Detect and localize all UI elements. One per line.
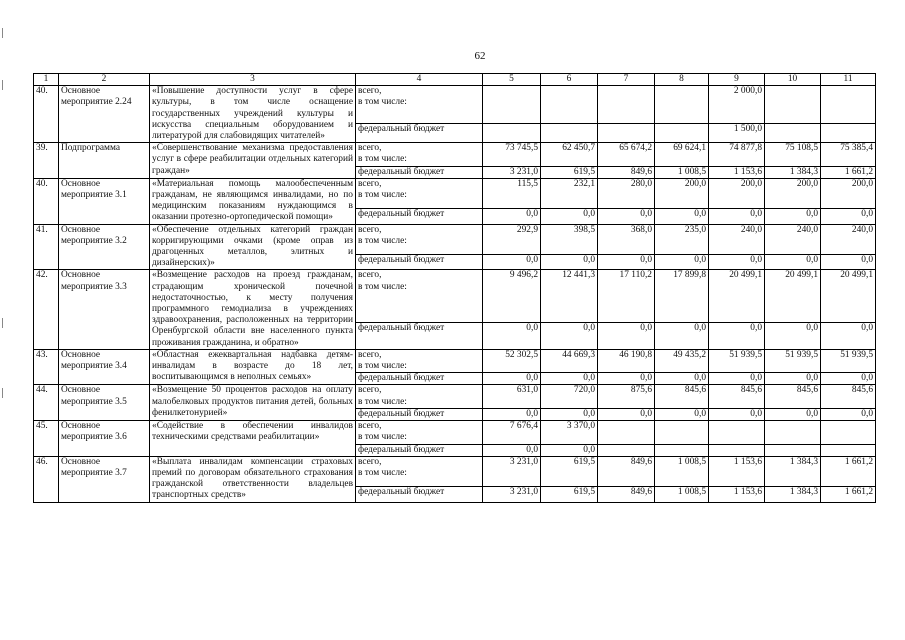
header-cell: 8 (655, 74, 709, 86)
total-value: 292,9 (483, 224, 541, 254)
row-type: Основное мероприятие 3.2 (59, 224, 150, 270)
federal-value: 0,0 (765, 208, 821, 224)
federal-value (483, 123, 541, 143)
source-including-label: в том числе: (358, 396, 407, 407)
row-type: Основное мероприятие 2.24 (59, 86, 150, 143)
table-row (34, 143, 876, 166)
federal-value: 0,0 (655, 208, 709, 224)
total-value: 69 624,1 (655, 143, 709, 166)
federal-value: 0,0 (821, 208, 876, 224)
federal-value: 0,0 (765, 322, 821, 349)
row-name: «Областная ежеквартальная надбавка детям-инвалидам в возрасте до 18 лет, воспитывающимся в неполных семьях» (150, 349, 356, 385)
total-value: 65 674,2 (598, 143, 655, 166)
total-value: 9 496,2 (483, 270, 541, 322)
federal-value: 0,0 (598, 208, 655, 224)
federal-value: 0,0 (598, 408, 655, 420)
federal-value: 0,0 (655, 408, 709, 420)
total-value: 619,5 (541, 456, 598, 486)
total-value: 235,0 (655, 224, 709, 254)
total-value: 200,0 (655, 178, 709, 208)
source-federal-label: федеральный бюджет (356, 208, 483, 224)
row-number: 41. (34, 224, 59, 270)
total-value: 115,5 (483, 178, 541, 208)
federal-value: 0,0 (541, 322, 598, 349)
total-value (541, 86, 598, 123)
source-federal-label: федеральный бюджет (356, 373, 483, 385)
federal-value: 1 153,6 (709, 166, 765, 178)
source-federal-label: федеральный бюджет (356, 166, 483, 178)
federal-value: 0,0 (821, 322, 876, 349)
federal-value: 0,0 (821, 408, 876, 420)
source-total-cell (356, 143, 483, 166)
federal-value: 0,0 (598, 254, 655, 270)
total-value: 73 745,5 (483, 143, 541, 166)
federal-value (541, 123, 598, 143)
total-value: 46 190,8 (598, 349, 655, 372)
total-value: 875,6 (598, 385, 655, 408)
row-number: 46. (34, 456, 59, 502)
total-value (765, 86, 821, 123)
federal-value: 0,0 (598, 373, 655, 385)
federal-value: 0,0 (483, 322, 541, 349)
federal-value: 1 153,6 (709, 486, 765, 502)
federal-value: 0,0 (821, 373, 876, 385)
row-type: Основное мероприятие 3.3 (59, 270, 150, 349)
total-value: 17 110,2 (598, 270, 655, 322)
total-value: 44 669,3 (541, 349, 598, 372)
total-value: 51 939,5 (709, 349, 765, 372)
total-value (709, 421, 765, 444)
row-type: Основное мероприятие 3.5 (59, 385, 150, 421)
source-including-label: в том числе: (358, 432, 407, 443)
page-number: 62 (474, 50, 486, 62)
total-value (765, 421, 821, 444)
table-row (34, 385, 876, 408)
federal-value (765, 444, 821, 456)
federal-value: 0,0 (598, 322, 655, 349)
total-value: 232,1 (541, 178, 598, 208)
source-total-label: всего, (358, 385, 382, 396)
federal-value: 0,0 (541, 373, 598, 385)
federal-value (598, 123, 655, 143)
source-total-label: всего, (358, 421, 382, 432)
source-including-label: в том числе: (358, 154, 407, 165)
federal-value: 0,0 (821, 254, 876, 270)
row-number: 43. (34, 349, 59, 385)
header-row (34, 74, 876, 86)
total-value: 20 499,1 (765, 270, 821, 322)
source-total-cell (356, 178, 483, 208)
header-cell: 5 (483, 74, 541, 86)
source-total-cell (356, 349, 483, 372)
source-total-label: всего, (358, 349, 382, 360)
federal-value: 0,0 (709, 408, 765, 420)
total-value: 3 231,0 (483, 456, 541, 486)
federal-value: 0,0 (765, 408, 821, 420)
total-value: 200,0 (709, 178, 765, 208)
total-value: 1 153,6 (709, 456, 765, 486)
table-row (34, 456, 876, 486)
row-number: 44. (34, 385, 59, 421)
total-value: 51 939,5 (821, 349, 876, 372)
federal-value: 0,0 (655, 373, 709, 385)
row-number: 40. (34, 178, 59, 224)
row-type: Основное мероприятие 3.1 (59, 178, 150, 224)
header-cell: 10 (765, 74, 821, 86)
total-value: 845,6 (709, 385, 765, 408)
row-name: «Содействие в обеспечении инвалидов техническими средствами реабилитации» (150, 421, 356, 457)
federal-value: 0,0 (655, 322, 709, 349)
total-value: 7 676,4 (483, 421, 541, 444)
source-total-label: всего, (358, 270, 382, 281)
row-name: «Выплата инвалидам компенсации страховых премий по договорам обязательного страхования гражданской ответственности владельцев транспортных средств» (150, 456, 356, 502)
federal-value: 3 231,0 (483, 486, 541, 502)
total-value: 52 302,5 (483, 349, 541, 372)
total-value: 845,6 (821, 385, 876, 408)
federal-value: 619,5 (541, 486, 598, 502)
source-total-label: всего, (358, 86, 382, 97)
scan-edge-mark (2, 388, 3, 398)
total-value: 62 450,7 (541, 143, 598, 166)
total-value: 51 939,5 (765, 349, 821, 372)
total-value: 74 877,8 (709, 143, 765, 166)
source-federal-label: федеральный бюджет (356, 123, 483, 143)
total-value (598, 86, 655, 123)
total-value: 240,0 (765, 224, 821, 254)
federal-value (655, 444, 709, 456)
table-row (34, 421, 876, 444)
federal-value: 0,0 (483, 208, 541, 224)
total-value: 849,6 (598, 456, 655, 486)
total-value: 3 370,0 (541, 421, 598, 444)
scan-edge-mark (2, 318, 3, 328)
source-total-label: всего, (358, 178, 382, 189)
source-including-label: в том числе: (358, 235, 407, 246)
total-value (598, 421, 655, 444)
header-cell: 9 (709, 74, 765, 86)
table-row (34, 349, 876, 372)
total-value: 1 008,5 (655, 456, 709, 486)
source-federal-label: федеральный бюджет (356, 486, 483, 502)
federal-value: 0,0 (709, 373, 765, 385)
source-including-label: в том числе: (358, 97, 407, 108)
source-total-cell (356, 224, 483, 254)
federal-value: 0,0 (709, 208, 765, 224)
source-total-cell (356, 270, 483, 322)
row-type: Основное мероприятие 3.7 (59, 456, 150, 502)
row-name: «Совершенствование механизма предоставления услуг в сфере реабилитации отдельных категорий граждан» (150, 143, 356, 179)
table-row (34, 178, 876, 208)
total-value (655, 421, 709, 444)
source-federal-label: федеральный бюджет (356, 322, 483, 349)
total-value: 1 661,2 (821, 456, 876, 486)
total-value: 240,0 (821, 224, 876, 254)
federal-value (821, 444, 876, 456)
source-including-label: в том числе: (358, 467, 407, 478)
total-value: 631,0 (483, 385, 541, 408)
federal-value: 0,0 (765, 254, 821, 270)
header-cell: 2 (59, 74, 150, 86)
total-value: 240,0 (709, 224, 765, 254)
source-total-cell (356, 86, 483, 123)
federal-value: 0,0 (541, 208, 598, 224)
federal-value: 1 008,5 (655, 166, 709, 178)
total-value: 75 385,4 (821, 143, 876, 166)
total-value: 2 000,0 (709, 86, 765, 123)
total-value: 280,0 (598, 178, 655, 208)
total-value: 75 108,5 (765, 143, 821, 166)
source-federal-label: федеральный бюджет (356, 444, 483, 456)
source-total-cell (356, 456, 483, 486)
row-number: 42. (34, 270, 59, 349)
source-federal-label: федеральный бюджет (356, 408, 483, 420)
table-row (34, 224, 876, 254)
header-cell: 1 (34, 74, 59, 86)
source-including-label: в том числе: (358, 190, 407, 201)
source-including-label: в том числе: (358, 281, 407, 292)
row-name: «Повышение доступности услуг в сфере культуры, в том числе оснащение государственных учреждений культуры и искусства специальным оборудованием и литературой для слабовидящих читателей» (150, 86, 356, 143)
row-name: «Обеспечение отдельных категорий граждан корригирующими очками (кроме оправ из драгоценных металлов, элитных и дизайнерских)» (150, 224, 356, 270)
total-value: 20 499,1 (709, 270, 765, 322)
federal-value: 0,0 (483, 408, 541, 420)
federal-value: 849,6 (598, 486, 655, 502)
federal-value (765, 123, 821, 143)
table-row (34, 270, 876, 322)
row-number: 45. (34, 421, 59, 457)
source-total-cell (356, 421, 483, 444)
row-number: 40. (34, 86, 59, 143)
header-cell: 11 (821, 74, 876, 86)
total-value: 1 384,3 (765, 456, 821, 486)
source-total-label: всего, (358, 143, 382, 154)
federal-value: 0,0 (655, 254, 709, 270)
row-name: «Возмещение 50 процентов расходов на оплату малобелковых продуктов питания детей, больных фенилкетонурией» (150, 385, 356, 421)
federal-value (709, 444, 765, 456)
source-total-cell (356, 385, 483, 408)
total-value (655, 86, 709, 123)
scan-edge-mark (2, 28, 3, 38)
federal-value (655, 123, 709, 143)
federal-value: 1 661,2 (821, 166, 876, 178)
total-value: 200,0 (765, 178, 821, 208)
table-row (34, 86, 876, 123)
total-value: 49 435,2 (655, 349, 709, 372)
federal-value: 3 231,0 (483, 166, 541, 178)
total-value: 200,0 (821, 178, 876, 208)
total-value: 845,6 (655, 385, 709, 408)
federal-value: 619,5 (541, 166, 598, 178)
federal-value: 1 500,0 (709, 123, 765, 143)
row-type: Основное мероприятие 3.6 (59, 421, 150, 457)
total-value: 12 441,3 (541, 270, 598, 322)
row-type: Основное мероприятие 3.4 (59, 349, 150, 385)
source-federal-label: федеральный бюджет (356, 254, 483, 270)
federal-value: 0,0 (709, 254, 765, 270)
row-name: «Возмещение расходов на проезд гражданам, страдающим хронической почечной недостаточностью, к месту получения программного гемодиализа в учреждениях здравоохранения, расположенных на территории Оренбургской области вне населенного пункта проживания гражданина, и обратно» (150, 270, 356, 349)
header-cell: 3 (150, 74, 356, 86)
federal-value: 1 384,3 (765, 166, 821, 178)
total-value: 720,0 (541, 385, 598, 408)
total-value: 398,5 (541, 224, 598, 254)
total-value: 845,6 (765, 385, 821, 408)
header-cell: 7 (598, 74, 655, 86)
federal-value: 0,0 (483, 254, 541, 270)
federal-value: 0,0 (765, 373, 821, 385)
federal-value: 0,0 (483, 373, 541, 385)
federal-value: 1 661,2 (821, 486, 876, 502)
total-value: 17 899,8 (655, 270, 709, 322)
federal-value: 1 008,5 (655, 486, 709, 502)
total-value: 368,0 (598, 224, 655, 254)
federal-value: 0,0 (541, 408, 598, 420)
federal-value (821, 123, 876, 143)
row-number: 39. (34, 143, 59, 179)
row-name: «Материальная помощь малообеспеченным гражданам, не являющимся инвалидами, но по медицинским показаниям нуждающимся в оказании протезно-ортопедической помощи» (150, 178, 356, 224)
total-value (821, 421, 876, 444)
total-value: 20 499,1 (821, 270, 876, 322)
header-cell: 6 (541, 74, 598, 86)
federal-value: 1 384,3 (765, 486, 821, 502)
total-value (483, 86, 541, 123)
source-total-label: всего, (358, 456, 382, 467)
row-type: Подпрограмма (59, 143, 150, 179)
budget-table (33, 73, 876, 503)
federal-value: 0,0 (541, 444, 598, 456)
scan-edge-mark (2, 80, 3, 90)
federal-value (598, 444, 655, 456)
table-body (34, 86, 876, 502)
federal-value: 0,0 (483, 444, 541, 456)
federal-value: 0,0 (709, 322, 765, 349)
federal-value: 849,6 (598, 166, 655, 178)
header-cell: 4 (356, 74, 483, 86)
source-including-label: в том числе: (358, 361, 407, 372)
source-total-label: всего, (358, 224, 382, 235)
federal-value: 0,0 (541, 254, 598, 270)
total-value (821, 86, 876, 123)
